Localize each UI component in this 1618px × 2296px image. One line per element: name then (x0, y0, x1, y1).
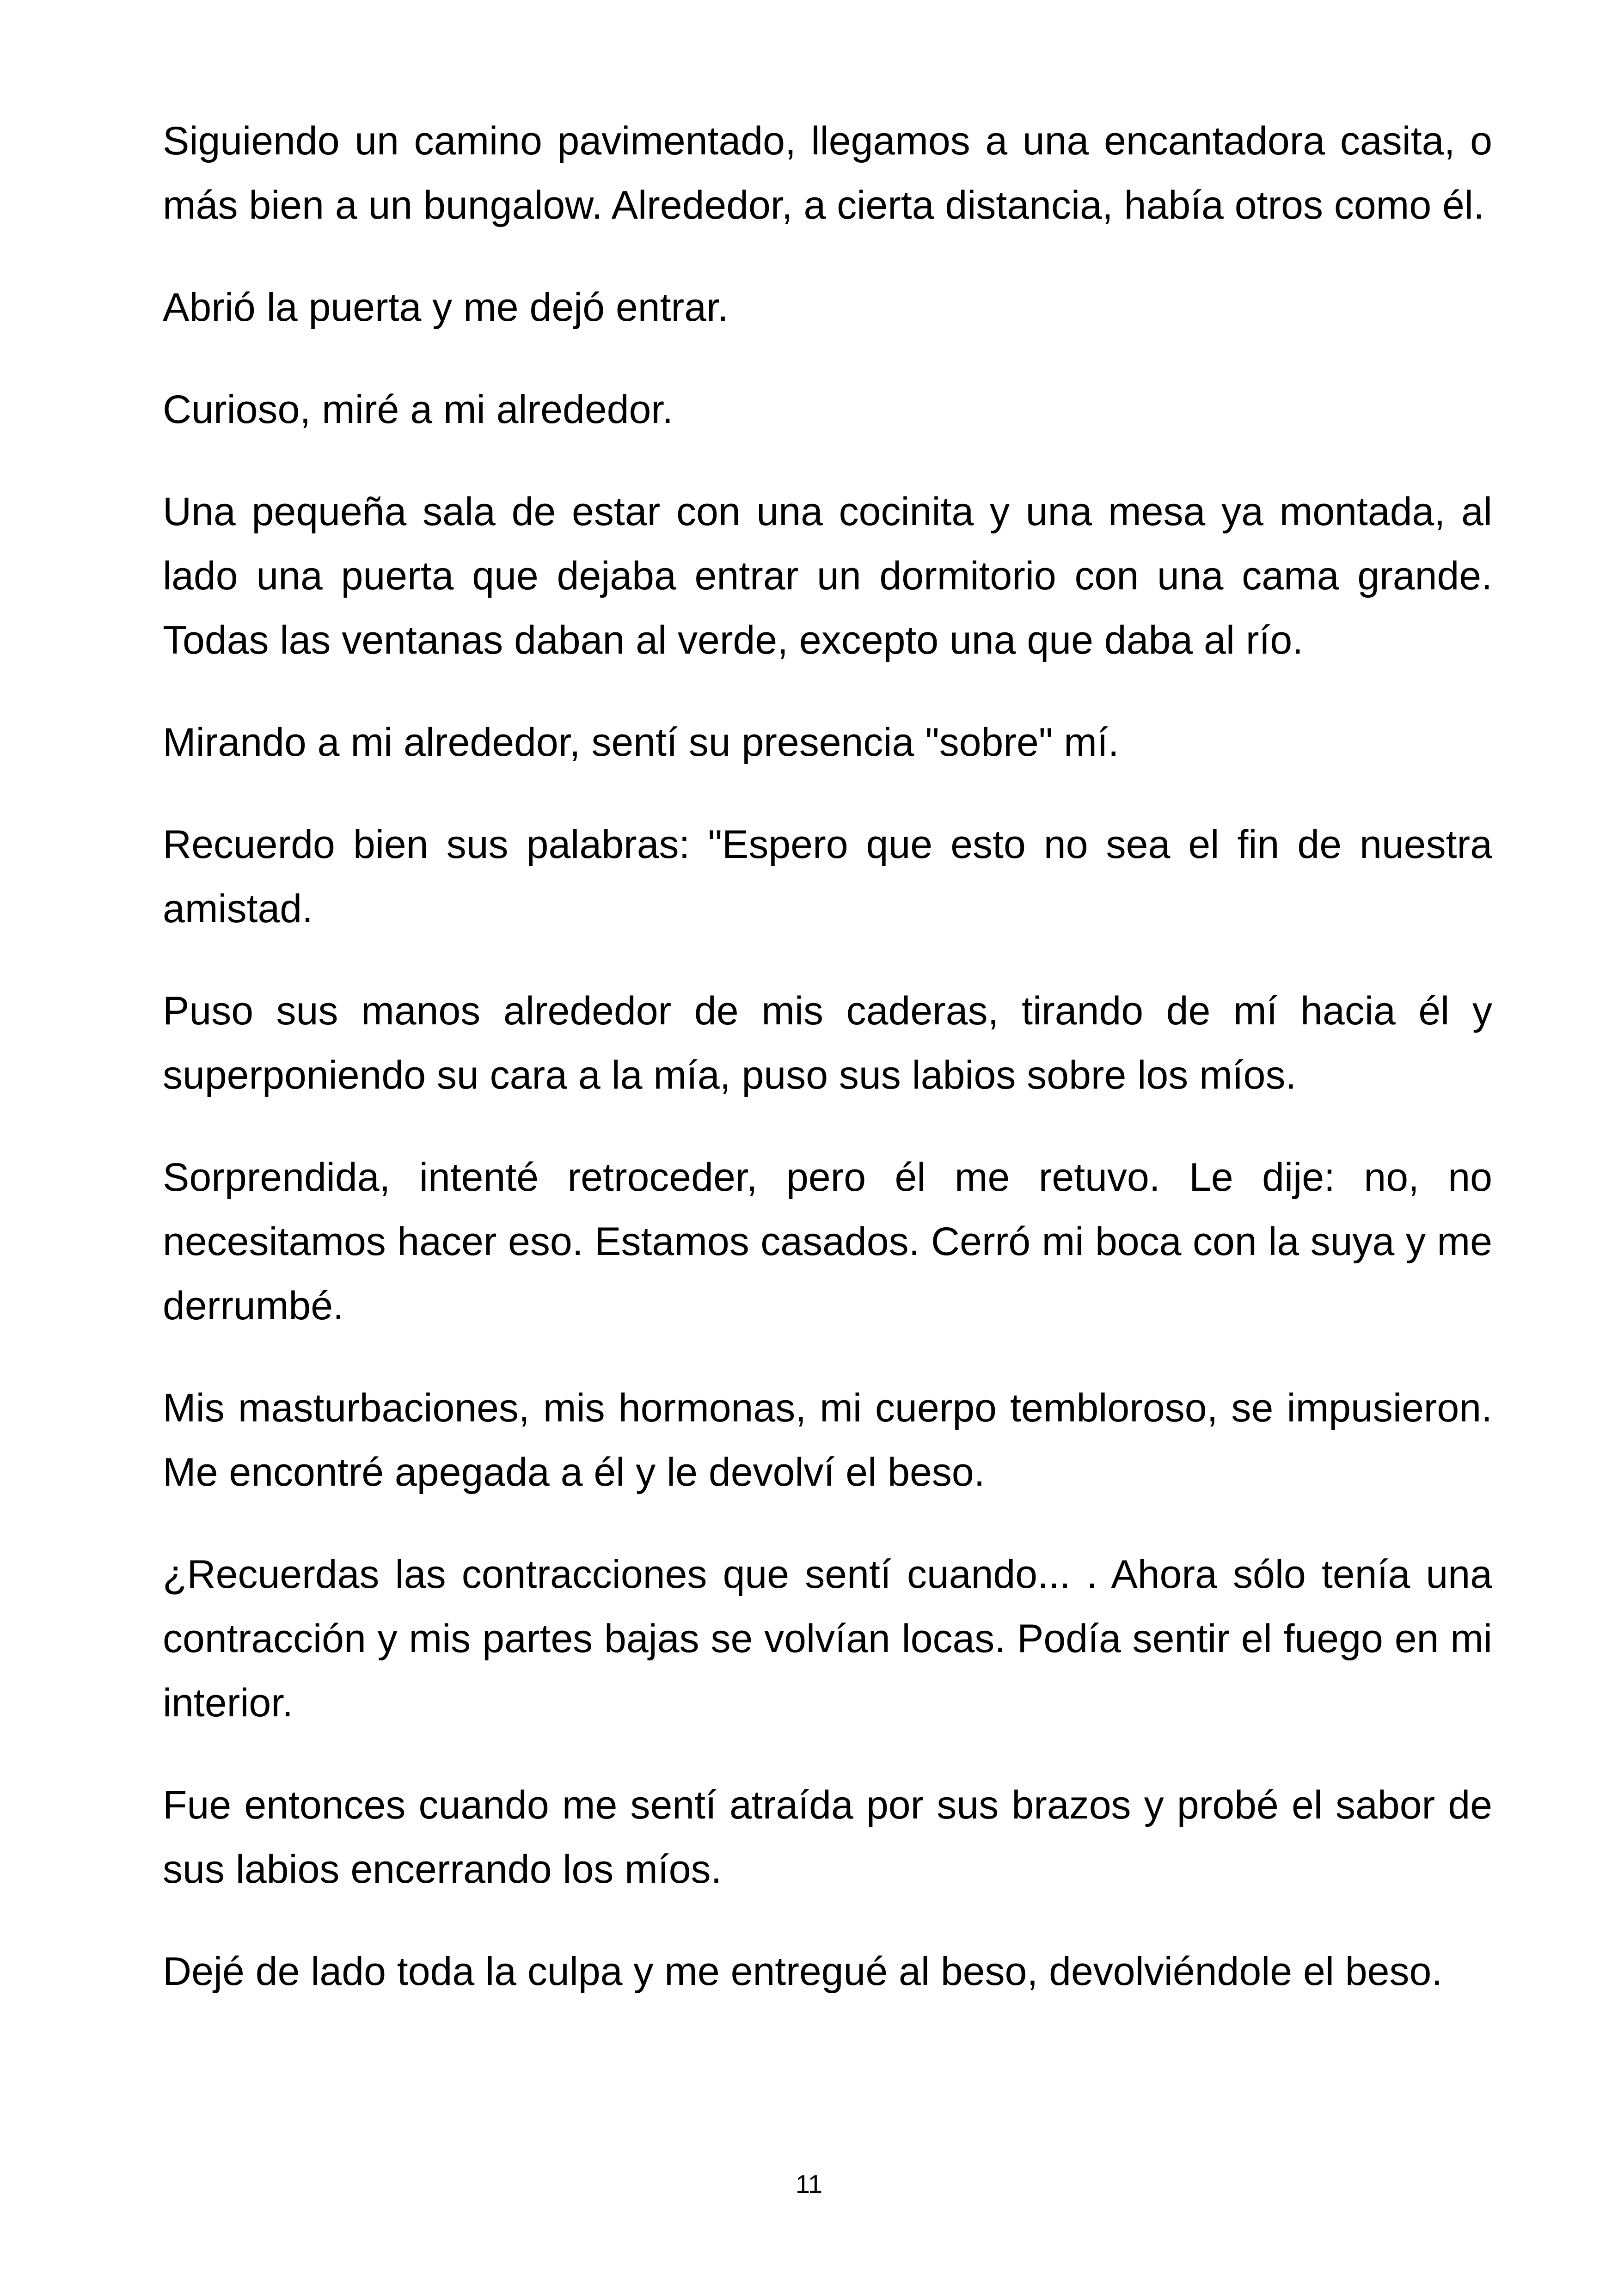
paragraph-2: Abrió la puerta y me dejó entrar. (163, 285, 729, 330)
paragraph-7: Puso sus manos alrededor de mis caderas, tirando de mí hacia él y superponiendo su cara a la mía, puso sus labios sobre los míos. (163, 989, 1492, 1097)
body-text (163, 109, 1492, 2042)
paragraph-3: Curioso, miré a mi alrededor. (163, 387, 674, 432)
paragraph-5: Mirando a mi alrededor, sentí su presencia "sobre" mí. (163, 720, 1119, 765)
paragraph-8: Sorprendida, intenté retroceder, pero él me retuvo. Le dije: no, no necesitamos hacer eso. Estamos casados. Cerró mi boca con la suya y me derrumbé. (163, 1155, 1492, 1328)
paragraph-11: Fue entonces cuando me sentí atraída por sus brazos y probé el sabor de sus labios encerrando los míos. (163, 1783, 1492, 1892)
paragraph-12: Dejé de lado toda la culpa y me entregué al beso, devolviéndole el beso. (163, 1949, 1443, 1994)
paragraph-10: ¿Recuerdas las contracciones que sentí cuando... . Ahora sólo tenía una contracción y mis partes bajas se volvían locas. Podía sentir el fuego en mi interior. (163, 1552, 1492, 1725)
page-number: 11 (795, 2169, 823, 2198)
paragraph-6: Recuerdo bien sus palabras: "Espero que esto no sea el fin de nuestra amistad. (163, 822, 1492, 931)
paragraph-9: Mis masturbaciones, mis hormonas, mi cuerpo tembloroso, se impusieron. Me encontré apegada a él y le devolví el beso. (163, 1386, 1492, 1494)
paragraph-4: Una pequeña sala de estar con una cocinita y una mesa ya montada, al lado una puerta que dejaba entrar un dormitorio con una cama grande. Todas las ventanas daban al verde, excepto una que daba al río. (163, 490, 1492, 662)
paragraph-1: Siguiendo un camino pavimentado, llegamos a una encantadora casita, o más bien a un bungalow. Alrededor, a cierta distancia, había otros como él. (163, 119, 1492, 227)
